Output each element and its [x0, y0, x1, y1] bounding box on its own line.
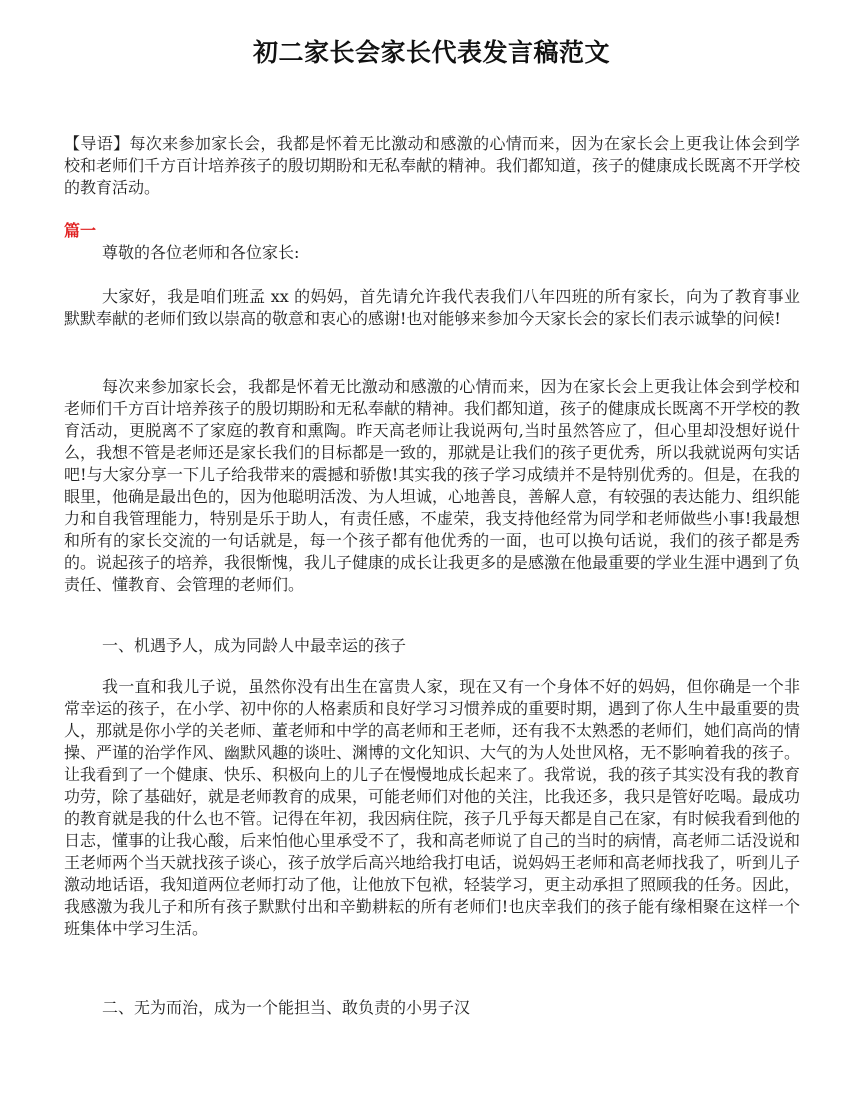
- greeting-line: 尊敬的各位老师和各位家长:: [102, 243, 300, 262]
- intro-text: 每次来参加家长会，我都是怀着无比激动和感激的心情而来，因为在家长会上更我让体会到学校和老师们千方百计培养孩子的殷切期盼和无私奉献的精神。我们都知道，孩子的健康成长既离不开学校的教育活动。: [64, 134, 801, 197]
- paragraph-2: 每次来参加家长会，我都是怀着无比激动和感激的心情而来，因为在家长会上更我让体会到学校和老师们千方百计培养孩子的殷切期盼和无私奉献的精神。我们都知道，孩子的健康成长既离不开学校的教育活动，更脱离不了家庭的教育和熏陶。昨天高老师让我说两句,当时虽然答应了，但心里却没想好说什么，我想不管是老师还是家长我们的目标都是一致的，那就是让我们的孩子更优秀，所以我就说两句实话吧!与大家分享一下儿子给我带来的震撼和骄傲!其实我的孩子学习成绩并不是特别优秀的。但是，在我的眼里，他确是最出色的，因为他聪明活泼、为人坦诚，心地善良，善解人意，有较强的表达能力、组织能力和自我管理能力，特别是乐于助人，有责任感，不虚荣，我支持他经常为同学和老师做些小事!我最想和所有的家长交流的一句话就是，每一个孩子都有他优秀的一面，也可以换句话说，我们的孩子都是秀的。说起孩子的培养，我很惭愧，我儿子健康的成长让我更多的是感激在他最重要的学业生涯中遇到了负责任、懂教育、会管理的老师们。: [64, 377, 801, 594]
- document-title: 初二家长会家长代表发言稿范文: [252, 38, 610, 67]
- paragraph-1: 大家好，我是咱们班孟 xx 的妈妈，首先请允许我代表我们八年四班的所有家长，向为了教育事业默默奉献的老师们致以崇高的敬意和衷心的感谢!也对能够来参加今天家长会的家长们表示诚挚的问候!: [64, 287, 800, 328]
- section-heading-2: 二、无为而治，成为一个能担当、敢负责的小男子汉: [102, 998, 471, 1017]
- intro-paragraph: [64, 133, 800, 199]
- paragraph-3: 我一直和我儿子说，虽然你没有出生在富贵人家，现在又有一个身体不好的妈妈，但你确是一个非常幸运的孩子，在小学、初中你的人格素质和良好学习习惯养成的重要时期，遇到了你人生中最重要的贵人，那就是你小学的关老师、董老师和中学的高老师和王老师，还有我不太熟悉的老师们，她们高尚的情操、严谨的治学作风、幽默风趣的谈吐、渊博的文化知识、大气的为人处世风格，无不影响着我的孩子。让我看到了一个健康、快乐、积极向上的儿子在慢慢地成长起来了。我常说，我的孩子其实没有我的教育功劳，除了基础好，就是老师教育的成果，可能老师们对他的关注，比我还多，我只是管好吃喝。最成功的教育就是我的什么也不管。记得在年初，我因病住院，孩子几乎每天都是自己在家，有时候我看到他的日志，懂事的让我心酸，后来怕他心里承受不了，我和高老师说了自己的当时的病情，高老师二话没说和王老师两个当天就找孩子谈心，孩子放学后高兴地给我打电话，说妈妈王老师和高老师找我了，听到儿子激动地话语，我知道两位老师打动了他，让他放下包袱，轻装学习，更主动承担了照顾我的任务。因此，我感激为我儿子和所有孩子默默付出和辛勤耕耘的所有老师们!也庆幸我们的孩子能有缘相聚在这样一个班集体中学习生活。: [64, 677, 801, 938]
- section-heading-1: 一、机遇予人，成为同龄人中最幸运的孩子: [102, 636, 407, 655]
- section-label: 篇一: [64, 221, 97, 240]
- intro-label: 【导语】: [64, 134, 130, 153]
